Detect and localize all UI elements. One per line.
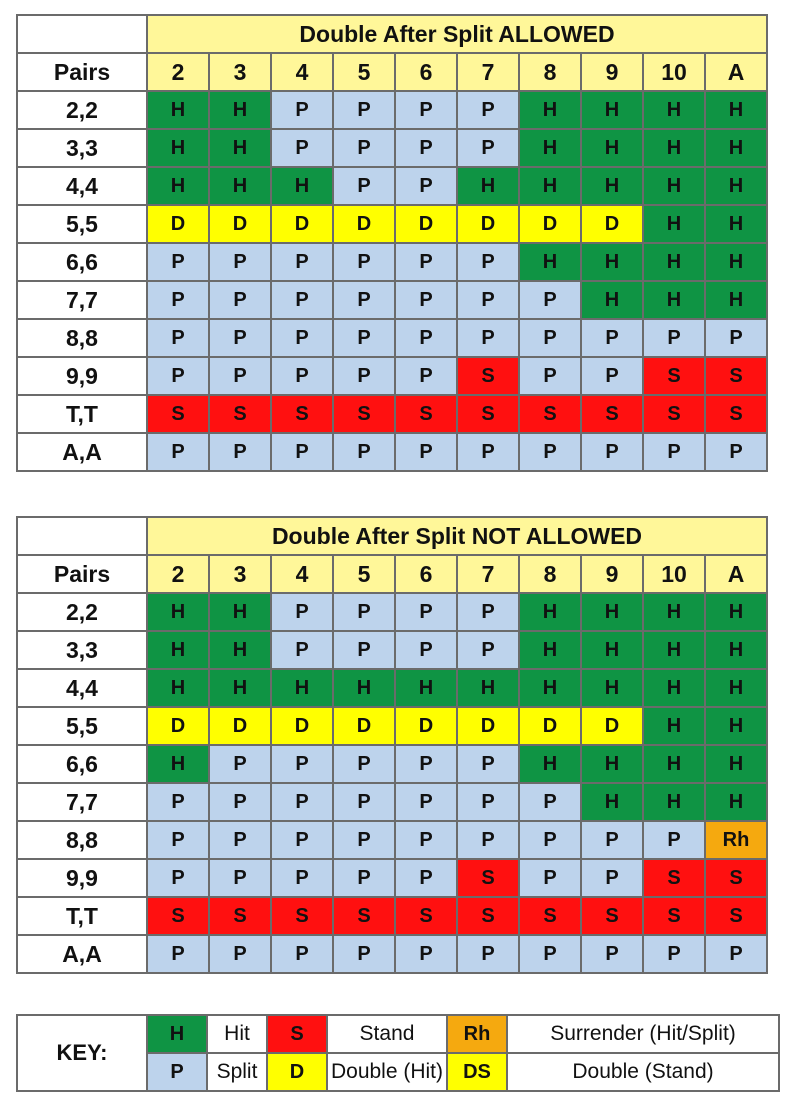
action-cell: S (457, 897, 519, 935)
pair-label: 4,4 (17, 669, 147, 707)
action-cell: H (457, 669, 519, 707)
action-cell: P (519, 935, 581, 973)
pair-row (17, 205, 767, 243)
action-cell: P (457, 935, 519, 973)
action-cell: D (581, 707, 643, 745)
key-double-hit-swatch: D (267, 1053, 327, 1091)
pair-label: 5,5 (17, 707, 147, 745)
action-cell: S (643, 357, 705, 395)
action-cell: S (395, 897, 457, 935)
corner-blank (17, 517, 147, 555)
action-cell: D (395, 205, 457, 243)
dealer-card-header: 8 (519, 53, 581, 91)
action-cell: H (643, 281, 705, 319)
action-cell: H (705, 783, 767, 821)
pair-label: 2,2 (17, 593, 147, 631)
action-cell: H (147, 167, 209, 205)
action-cell: S (581, 897, 643, 935)
dealer-card-header: 8 (519, 555, 581, 593)
action-cell: D (147, 707, 209, 745)
key-hit-swatch: H (147, 1015, 207, 1053)
action-cell: P (395, 129, 457, 167)
pair-row (17, 129, 767, 167)
action-cell: H (705, 205, 767, 243)
action-cell: H (519, 631, 581, 669)
action-cell: P (457, 319, 519, 357)
action-cell: P (209, 935, 271, 973)
dealer-card-header: 6 (395, 53, 457, 91)
action-cell: H (643, 707, 705, 745)
action-cell: P (147, 319, 209, 357)
pair-label: 8,8 (17, 821, 147, 859)
pair-row (17, 357, 767, 395)
action-cell: P (209, 821, 271, 859)
pair-row (17, 821, 767, 859)
action-cell: P (395, 433, 457, 471)
dealer-card-header: 4 (271, 53, 333, 91)
action-cell: H (519, 745, 581, 783)
action-cell: H (209, 669, 271, 707)
pair-label: 7,7 (17, 783, 147, 821)
dealer-card-header: 9 (581, 555, 643, 593)
action-cell: P (333, 281, 395, 319)
action-cell: H (643, 783, 705, 821)
action-cell: P (643, 433, 705, 471)
pair-row (17, 319, 767, 357)
dealer-card-header: 5 (333, 555, 395, 593)
dealer-card-header: 3 (209, 53, 271, 91)
action-cell: H (643, 91, 705, 129)
action-cell: S (519, 395, 581, 433)
dealer-header-row (17, 555, 767, 593)
action-cell: P (457, 91, 519, 129)
pair-row (17, 281, 767, 319)
action-cell: P (395, 935, 457, 973)
dealer-card-header: 10 (643, 53, 705, 91)
action-cell: P (209, 783, 271, 821)
pair-row (17, 243, 767, 281)
action-cell: H (519, 129, 581, 167)
action-cell: P (147, 821, 209, 859)
action-cell: S (705, 897, 767, 935)
key-double-hit-desc: Double (Hit) (327, 1053, 447, 1091)
dealer-card-header: 4 (271, 555, 333, 593)
dealer-header-row (17, 53, 767, 91)
action-cell: P (519, 859, 581, 897)
action-cell: S (395, 395, 457, 433)
action-cell: H (147, 631, 209, 669)
pair-label: T,T (17, 395, 147, 433)
action-cell: H (643, 631, 705, 669)
action-cell: P (395, 319, 457, 357)
pair-label: T,T (17, 897, 147, 935)
action-cell: P (271, 783, 333, 821)
action-cell: S (643, 395, 705, 433)
action-cell: H (519, 91, 581, 129)
pair-label: 6,6 (17, 745, 147, 783)
action-cell: P (581, 319, 643, 357)
action-cell: H (581, 243, 643, 281)
action-cell: H (643, 205, 705, 243)
strategy-table-das-allowed (16, 14, 768, 472)
action-cell: P (271, 129, 333, 167)
key-label: KEY: (17, 1015, 147, 1091)
dealer-card-header: 3 (209, 555, 271, 593)
action-cell: H (705, 281, 767, 319)
action-cell: H (147, 129, 209, 167)
action-cell: D (333, 707, 395, 745)
pair-label: 4,4 (17, 167, 147, 205)
pairs-label: Pairs (17, 53, 147, 91)
action-cell: S (333, 897, 395, 935)
action-cell: P (395, 357, 457, 395)
action-cell: P (395, 859, 457, 897)
action-cell: P (519, 821, 581, 859)
action-cell: P (457, 631, 519, 669)
action-cell: H (271, 167, 333, 205)
action-cell: H (395, 669, 457, 707)
action-cell: P (147, 281, 209, 319)
dealer-card-header: 6 (395, 555, 457, 593)
action-cell: P (333, 357, 395, 395)
action-cell: P (457, 821, 519, 859)
key-stand-swatch: S (267, 1015, 327, 1053)
action-cell: P (457, 243, 519, 281)
action-cell: P (333, 129, 395, 167)
pair-label: 9,9 (17, 357, 147, 395)
dealer-card-header: 5 (333, 53, 395, 91)
key-stand-desc: Stand (327, 1015, 447, 1053)
pair-row (17, 745, 767, 783)
action-cell: H (705, 669, 767, 707)
pair-row (17, 783, 767, 821)
action-cell: H (643, 669, 705, 707)
action-cell: P (457, 433, 519, 471)
action-cell: H (333, 669, 395, 707)
action-cell: P (271, 319, 333, 357)
dealer-card-header: A (705, 555, 767, 593)
pair-row (17, 593, 767, 631)
action-cell: P (395, 167, 457, 205)
action-cell: P (643, 319, 705, 357)
action-cell: D (581, 205, 643, 243)
action-cell: S (643, 859, 705, 897)
action-cell: P (643, 821, 705, 859)
action-cell: P (519, 357, 581, 395)
action-cell: P (395, 745, 457, 783)
action-cell: P (395, 243, 457, 281)
action-cell: P (395, 821, 457, 859)
action-cell: P (395, 91, 457, 129)
action-cell: H (643, 593, 705, 631)
action-cell: D (395, 707, 457, 745)
pair-row (17, 707, 767, 745)
action-cell: H (705, 593, 767, 631)
action-cell: D (457, 707, 519, 745)
action-cell: P (209, 281, 271, 319)
action-cell: S (271, 395, 333, 433)
action-cell: H (581, 91, 643, 129)
key-surrender-swatch: Rh (447, 1015, 507, 1053)
pair-label: 2,2 (17, 91, 147, 129)
action-cell: P (333, 631, 395, 669)
pair-label: 7,7 (17, 281, 147, 319)
action-cell: S (333, 395, 395, 433)
action-cell: P (333, 243, 395, 281)
action-cell: D (457, 205, 519, 243)
action-cell: H (705, 745, 767, 783)
action-cell: H (519, 669, 581, 707)
action-cell: H (705, 91, 767, 129)
action-cell: P (333, 859, 395, 897)
action-cell: H (581, 783, 643, 821)
action-cell: P (209, 433, 271, 471)
action-cell: P (457, 281, 519, 319)
action-cell: S (705, 357, 767, 395)
action-cell: P (147, 433, 209, 471)
action-cell: D (209, 205, 271, 243)
dealer-card-header: 7 (457, 53, 519, 91)
action-cell: H (519, 167, 581, 205)
pair-label: A,A (17, 935, 147, 973)
pair-label: 6,6 (17, 243, 147, 281)
action-cell: P (705, 935, 767, 973)
key-double-stand-desc: Double (Stand) (507, 1053, 779, 1091)
action-cell: Rh (705, 821, 767, 859)
action-cell: P (333, 433, 395, 471)
pair-row (17, 897, 767, 935)
action-cell: P (209, 243, 271, 281)
action-cell: S (147, 395, 209, 433)
action-cell: P (395, 631, 457, 669)
key-split-swatch: P (147, 1053, 207, 1091)
action-cell: P (705, 433, 767, 471)
action-cell: P (271, 593, 333, 631)
action-cell: H (147, 745, 209, 783)
dealer-card-header: 7 (457, 555, 519, 593)
key-split-desc: Split (207, 1053, 267, 1091)
action-cell: H (519, 593, 581, 631)
action-cell: P (271, 281, 333, 319)
dealer-card-header: 2 (147, 555, 209, 593)
action-cell: P (581, 433, 643, 471)
action-cell: H (209, 129, 271, 167)
action-cell: P (395, 783, 457, 821)
action-cell: P (147, 783, 209, 821)
action-cell: P (333, 91, 395, 129)
action-cell: P (395, 593, 457, 631)
action-cell: P (333, 593, 395, 631)
action-cell: P (271, 935, 333, 973)
action-cell: S (209, 897, 271, 935)
action-cell: H (209, 167, 271, 205)
action-cell: D (209, 707, 271, 745)
pair-label: 8,8 (17, 319, 147, 357)
action-cell: P (581, 821, 643, 859)
action-cell: D (333, 205, 395, 243)
action-cell: P (333, 783, 395, 821)
action-cell: P (457, 593, 519, 631)
pair-row (17, 935, 767, 973)
action-cell: S (643, 897, 705, 935)
action-cell: H (581, 631, 643, 669)
action-cell: H (705, 243, 767, 281)
pair-row (17, 395, 767, 433)
action-cell: P (209, 859, 271, 897)
action-cell: P (643, 935, 705, 973)
action-cell: P (209, 745, 271, 783)
action-cell: S (705, 859, 767, 897)
action-cell: P (271, 631, 333, 669)
action-cell: P (333, 935, 395, 973)
action-cell: D (271, 205, 333, 243)
pair-row (17, 167, 767, 205)
action-cell: P (457, 745, 519, 783)
action-cell: H (147, 593, 209, 631)
action-cell: D (147, 205, 209, 243)
action-cell: P (457, 783, 519, 821)
dealer-card-header: A (705, 53, 767, 91)
action-cell: P (519, 783, 581, 821)
action-cell: S (209, 395, 271, 433)
action-cell: D (519, 707, 581, 745)
action-cell: P (271, 243, 333, 281)
action-cell: P (333, 319, 395, 357)
pair-label: 5,5 (17, 205, 147, 243)
pairs-label: Pairs (17, 555, 147, 593)
dealer-card-header: 9 (581, 53, 643, 91)
action-cell: S (147, 897, 209, 935)
action-cell: P (705, 319, 767, 357)
action-cell: H (271, 669, 333, 707)
action-cell: P (147, 357, 209, 395)
action-cell: P (147, 859, 209, 897)
table-title: Double After Split ALLOWED (147, 15, 767, 53)
action-cell: P (271, 91, 333, 129)
action-cell: P (333, 745, 395, 783)
action-cell: P (519, 433, 581, 471)
action-cell: S (457, 357, 519, 395)
action-cell: H (209, 91, 271, 129)
pair-label: 3,3 (17, 129, 147, 167)
pair-row (17, 859, 767, 897)
action-cell: H (643, 243, 705, 281)
action-cell: H (147, 669, 209, 707)
action-cell: H (705, 129, 767, 167)
action-cell: S (519, 897, 581, 935)
action-cell: P (519, 319, 581, 357)
action-cell: S (457, 859, 519, 897)
strategy-table-das-not-allowed (16, 516, 768, 974)
action-cell: S (705, 395, 767, 433)
action-cell: D (271, 707, 333, 745)
key-hit-desc: Hit (207, 1015, 267, 1053)
action-cell: P (395, 281, 457, 319)
action-cell: P (209, 357, 271, 395)
action-cell: H (643, 129, 705, 167)
dealer-card-header: 10 (643, 555, 705, 593)
table-title: Double After Split NOT ALLOWED (147, 517, 767, 555)
action-cell: H (581, 281, 643, 319)
action-cell: P (271, 745, 333, 783)
action-cell: P (271, 859, 333, 897)
action-cell: P (457, 129, 519, 167)
pair-label: 3,3 (17, 631, 147, 669)
action-cell: H (581, 745, 643, 783)
action-cell: H (643, 167, 705, 205)
key-surrender-desc: Surrender (Hit/Split) (507, 1015, 779, 1053)
dealer-card-header: 2 (147, 53, 209, 91)
action-cell: H (519, 243, 581, 281)
action-cell: P (333, 821, 395, 859)
pair-row (17, 433, 767, 471)
action-cell: P (147, 243, 209, 281)
corner-blank (17, 15, 147, 53)
action-cell: H (705, 707, 767, 745)
action-cell: S (581, 395, 643, 433)
action-cell: P (147, 935, 209, 973)
pair-row (17, 91, 767, 129)
action-cell: H (581, 167, 643, 205)
action-cell: P (519, 281, 581, 319)
action-cell: H (643, 745, 705, 783)
action-cell: P (333, 167, 395, 205)
action-cell: H (581, 669, 643, 707)
action-cell: S (271, 897, 333, 935)
action-cell: P (581, 859, 643, 897)
pair-row (17, 631, 767, 669)
key-double-stand-swatch: DS (447, 1053, 507, 1091)
pair-label: A,A (17, 433, 147, 471)
action-cell: H (147, 91, 209, 129)
action-cell: P (271, 433, 333, 471)
action-cell: P (271, 821, 333, 859)
action-cell: H (209, 631, 271, 669)
action-cell: H (209, 593, 271, 631)
action-cell: H (581, 129, 643, 167)
action-cell: H (705, 631, 767, 669)
pair-label: 9,9 (17, 859, 147, 897)
action-cell: P (581, 935, 643, 973)
action-cell: H (581, 593, 643, 631)
action-cell: P (271, 357, 333, 395)
action-cell: D (519, 205, 581, 243)
action-cell: S (457, 395, 519, 433)
legend-key (16, 1014, 780, 1092)
action-cell: H (705, 167, 767, 205)
action-cell: H (457, 167, 519, 205)
action-cell: P (581, 357, 643, 395)
action-cell: P (209, 319, 271, 357)
pair-row (17, 669, 767, 707)
